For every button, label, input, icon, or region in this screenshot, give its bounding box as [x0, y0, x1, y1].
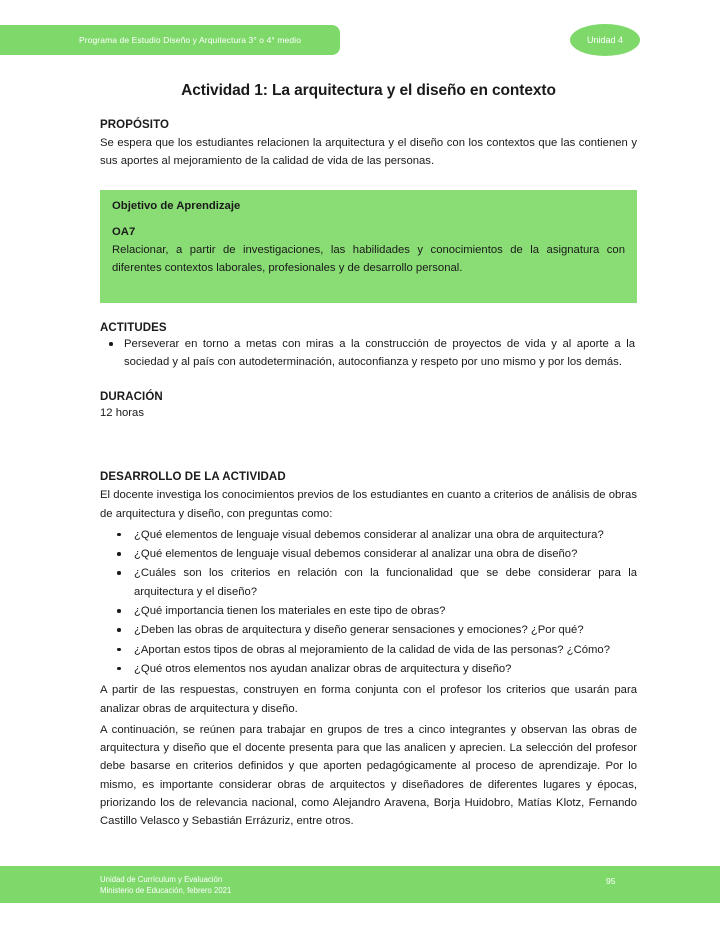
- objetivo-aprendizaje-title: Objetivo de Aprendizaje: [112, 199, 241, 212]
- unit-badge-label: Unidad 4: [586, 35, 624, 45]
- header-program-label: Programa de Estudio Diseño y Arquitectura 3° o 4° medio: [78, 35, 302, 45]
- bullet-dot-icon: [109, 342, 113, 346]
- list-item-text: Perseverar en torno a metas con miras a la construcción de proyectos de vida y al aporte a la sociedad y al país con autodeterminación, autoconfianza y respeto por uno mismo y por los demás.: [124, 338, 635, 369]
- list-item-text: ¿Qué elementos de lenguaje visual debemos considerar al analizar una obra de diseño?: [134, 548, 578, 561]
- desarrollo-heading: DESARROLLO DE LA ACTIVIDAD: [100, 471, 286, 484]
- list-item: [100, 660, 637, 678]
- duracion-heading: DURACIÓN: [100, 390, 163, 403]
- proposito-heading: PROPÓSITO: [100, 119, 170, 131]
- duracion-value: 12 horas: [100, 406, 144, 419]
- bullet-dot-icon: [117, 571, 121, 575]
- list-item: [100, 564, 637, 601]
- footer-line-2: Ministerio de Educación, febrero 2021: [100, 886, 232, 896]
- section-spacer: [100, 422, 637, 452]
- actitudes-list: [100, 335, 637, 372]
- desarrollo-questions-list: [100, 523, 637, 678]
- bullet-dot-icon: [117, 648, 121, 652]
- page-content: [100, 0, 637, 831]
- list-item-text: ¿Qué importancia tienen los materiales en este tipo de obras?: [134, 605, 446, 618]
- list-item: [100, 641, 637, 659]
- objetivo-aprendizaje-box: [100, 190, 637, 304]
- objetivo-aprendizaje-code: OA7: [112, 225, 136, 238]
- list-item-text: ¿Qué otros elementos nos ayudan analizar obras de arquitectura y diseño?: [134, 662, 512, 675]
- footer-page-number: 95: [606, 876, 616, 886]
- actitudes-heading: ACTITUDES: [100, 322, 167, 335]
- list-item: [100, 602, 637, 620]
- bullet-dot-icon: [117, 609, 121, 613]
- footer-line-1: Unidad de Currículum y Evaluación: [100, 875, 223, 884]
- footer-text: [100, 874, 231, 897]
- list-item-text: ¿Deben las obras de arquitectura y diseño generar sensaciones y emociones? ¿Por qué?: [134, 624, 584, 637]
- list-item: [100, 526, 637, 544]
- desarrollo-paragraph-2: A continuación, se reúnen para trabajar en grupos de tres a cinco integrantes y observan las obras de arquitectura y diseño que el docente presenta para que las analicen y aprecien. La selección del profesor debe basarse en criterios definidos y que aporten pedagógicamente al proceso de aprendizaje. Por lo mismo, es importante considerar obras de arquitectos y diseñadores de diferentes lugares y épocas, priorizando los de relevancia nacional, como Alejandro Aravena, Borja Huidobro, Matías Klotz, Fernando Castillo Velasco y Sebastián Errázuriz, entre otros.: [100, 723, 637, 828]
- bullet-dot-icon: [117, 533, 121, 537]
- list-item-text: ¿Aportan estos tipos de obras al mejoramiento de la calidad de vida de las personas? ¿Cómo?: [134, 643, 610, 656]
- bullet-dot-icon: [117, 628, 121, 632]
- list-item: [100, 335, 637, 372]
- list-item-text: ¿Cuáles son los criterios en relación con la funcionalidad que se debe considerar para la arquitectura y el diseño?: [134, 567, 637, 598]
- desarrollo-intro: El docente investiga los conocimientos previos de los estudiantes en cuanto a criterios de análisis de obras de arquitectura y diseño, con preguntas como:: [100, 489, 637, 520]
- list-item: [100, 545, 637, 563]
- bullet-dot-icon: [117, 667, 121, 671]
- objetivo-aprendizaje-text: Relacionar, a partir de investigaciones, las habilidades y conocimientos de la asignatura con diferentes contextos laborales, profesionales y de desarrollo personal.: [112, 243, 625, 274]
- list-item: [100, 621, 637, 639]
- bullet-dot-icon: [117, 552, 121, 556]
- list-item-text: ¿Qué elementos de lenguaje visual debemos considerar al analizar una obra de arquitectura?: [134, 528, 604, 541]
- page-title: Actividad 1: La arquitectura y el diseño en contexto: [181, 82, 556, 99]
- desarrollo-paragraph-1: A partir de las respuestas, construyen en forma conjunta con el profesor los criterios que usarán para analizar obras de arquitectura y diseño.: [100, 684, 637, 715]
- proposito-text: Se espera que los estudiantes relacionen la arquitectura y el diseño con los contextos que las contienen y sus aportes al mejoramiento de la calidad de vida de las personas.: [100, 137, 637, 168]
